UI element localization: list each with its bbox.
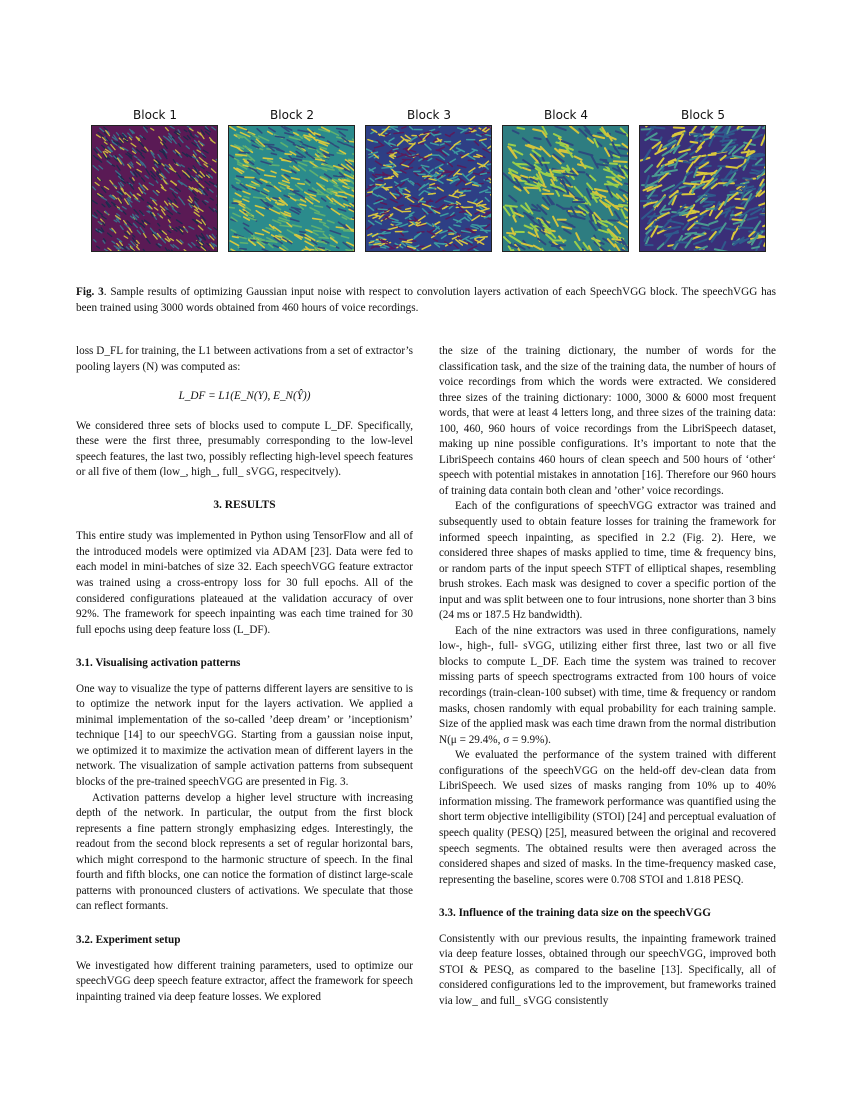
right-column: [439, 344, 776, 1009]
activation-pattern-svg: [640, 126, 765, 251]
activation-image-block-1: [91, 125, 218, 252]
activation-image-block-4: [502, 125, 629, 252]
activation-pattern-svg: [366, 126, 491, 251]
results-paragraph: This entire study was implemented in Python using TensorFlow and all of the introduced models were optimized via ADAM [23]. Data were fed to each model in mini-batches of size 32. Each speechVGG feature extractor was trained using a cross-entropy loss for 30 full epochs. All of the considered configurations plateaued at the validation accuracy of over 92%. The framework for speech inpainting was each time trained for 30 full epochs using deep feature loss (L_DF).: [76, 530, 413, 636]
right-paragraph-3: Each of the nine extractors was used in three configurations, namely low-, high-, full- sVGG, utilizing either first three, last two or all five blocks to compute L_DF. Each time the system was trained to recover missing parts of speech spectrograms extracted from 100 hours of voice recordings (train-clean-100 subset) with time, time & frequency or random masks, chosen randomly with equal probability for each training sample. Size of the applied mask was each time drawn from the normal distribution N(μ = 29.4%, σ = 9.9%).: [439, 624, 776, 746]
subsection-3-1-paragraph-1: One way to visualize the type of patterns different layers are sensitive to is to optimize the network input for the layers activation. We applied a minimal implementation of the so-called ’deep dream’ or ’inceptionism’ technique [14] to our speechVGG. Starting from a gaussian noise input, we optimized it to maximize the activation mean of different layers in the network. The visualization of sample activation patterns from subsequent blocks of the pre-trained speechVGG are presented in Fig. 3.: [76, 682, 413, 789]
subsection-3-2-heading: 3.2. Experiment setup: [76, 933, 181, 946]
figure-panel-title-3: Block 3: [407, 108, 451, 122]
activation-pattern-svg: [92, 126, 217, 251]
results-section-heading: 3. RESULTS: [213, 498, 276, 511]
equation-ldf: L_DF = L1(E_N(Y), E_N(Ŷ)): [178, 390, 311, 403]
figure-caption-label: Fig. 3: [76, 286, 104, 298]
activation-image-block-3: [365, 125, 492, 252]
activation-image-block-2: [228, 125, 355, 252]
subsection-3-3-heading: 3.3. Influence of the training data size on the speechVGG: [439, 907, 711, 920]
activation-pattern-svg: [503, 126, 628, 251]
intro-paragraph: loss D_FL for training, the L1 between activations from a set of extractor’s pooling layers (N) was computed as:: [76, 345, 413, 373]
subsection-3-1-paragraph-2: Activation patterns develop a higher level structure with increasing depth of the network. In particular, the output from the first block represents a fine pattern strongly emphasizing edges. Interestingly, the readout from the second block represents a set of regular horizontal bars, which might correspond to the harmonic structure of speech. In the final fourth and fifth blocks, one can notice the formation of distinct large-scale patterns with pronounced clusters of activations. We speculate that those can reflect formants.: [76, 791, 413, 913]
figure-caption: [76, 285, 776, 316]
figure-panel-title-1: Block 1: [133, 108, 177, 122]
activation-image-block-5: [639, 125, 766, 252]
figure-panel-title-5: Block 5: [681, 108, 725, 122]
right-paragraph-2: Each of the configurations of speechVGG extractor was trained and subsequently used to obtain feature losses for training the framework for informed speech inpainting, as specified in 2.2 (Fig. 2). Here, we considered three shapes of masks applied to time, time & frequency bins, or random parts of the input speech STFT of elliptical shapes, resembling brush strokes. Each mask was designed to cover a specific portion of the input and was split between one to four intrusions, none shorter than 3 bins (24 ms or 187.5 Hz bandwidth).: [439, 500, 776, 622]
right-paragraph-4: We evaluated the performance of the system trained with different configurations of the speechVGG on the held-off dev-clean data from LibriSpeech. We used sizes of masks ranging from 10% up to 40% information missing. The framework performance was quantified using the short term objective intelligibility (STOI) [24] and perceptual evaluation of speech quality (PESQ) [25], measured between the original and recovered speech segments. The obtained results were then averaged across the considered shapes and sized of masks. In the time-frequency masked case, representing the baseline, scores were 0.708 STOI and 1.818 PESQ.: [439, 749, 776, 886]
left-column: [76, 344, 413, 1005]
figure-panel-title-2: Block 2: [270, 108, 314, 122]
activation-pattern-svg: [229, 126, 354, 251]
subsection-3-3-paragraph: Consistently with our previous results, the inpainting framework trained via deep feature losses, obtained through our speechVGG, improved both STOI & PESQ, as compared to the baseline [13]. Specifically, all of considered configurations led to the improvement, but frameworks trained via low_ and full_ sVGG consistently: [439, 932, 776, 1007]
right-paragraph-1: the size of the training dictionary, the number of words for the classification task, and the size of the training data, the number of hours of voice recordings from which the words were extracted. We considered three sizes of the training dictionary: 1000, 3000 & 6000 most frequent words, that were at least 4 letters long, and three sizes of the training data: 100, 460, 960 hours of voice recordings from the LibriSpeech dataset, making up nine possible configurations. It’s important to note that the LibriSpeech contains 460 hours of clean speech and 500 hours of ‘other‘ speech with potential mistakes in annotation [16]. Therefore our 960 hours of training data contain both clean and ’other’ voice recordings.: [439, 345, 776, 497]
blocks-paragraph: We considered three sets of blocks used to compute L_DF. Specifically, these were the first three, presumably corresponding to the low-level speech features, the last two, possibly reflecting high-level speech features or all five of them (low_, high_, full_ sVGG, respecitvely).: [76, 419, 413, 479]
subsection-3-1-heading: 3.1. Visualising activation patterns: [76, 657, 241, 670]
figure-caption-text: . Sample results of optimizing Gaussian input noise with respect to convolution layers activation of each SpeechVGG block. The speechVGG has been trained using 3000 words obtained from 460 hours of voice recordings.: [76, 286, 776, 314]
subsection-3-2-paragraph: We investigated how different training parameters, used to optimize our speechVGG deep speech feature extractor, affect the framework for speech inpainting trained via deep feature losses. We explored: [76, 959, 413, 1003]
figure-panel-title-4: Block 4: [544, 108, 588, 122]
